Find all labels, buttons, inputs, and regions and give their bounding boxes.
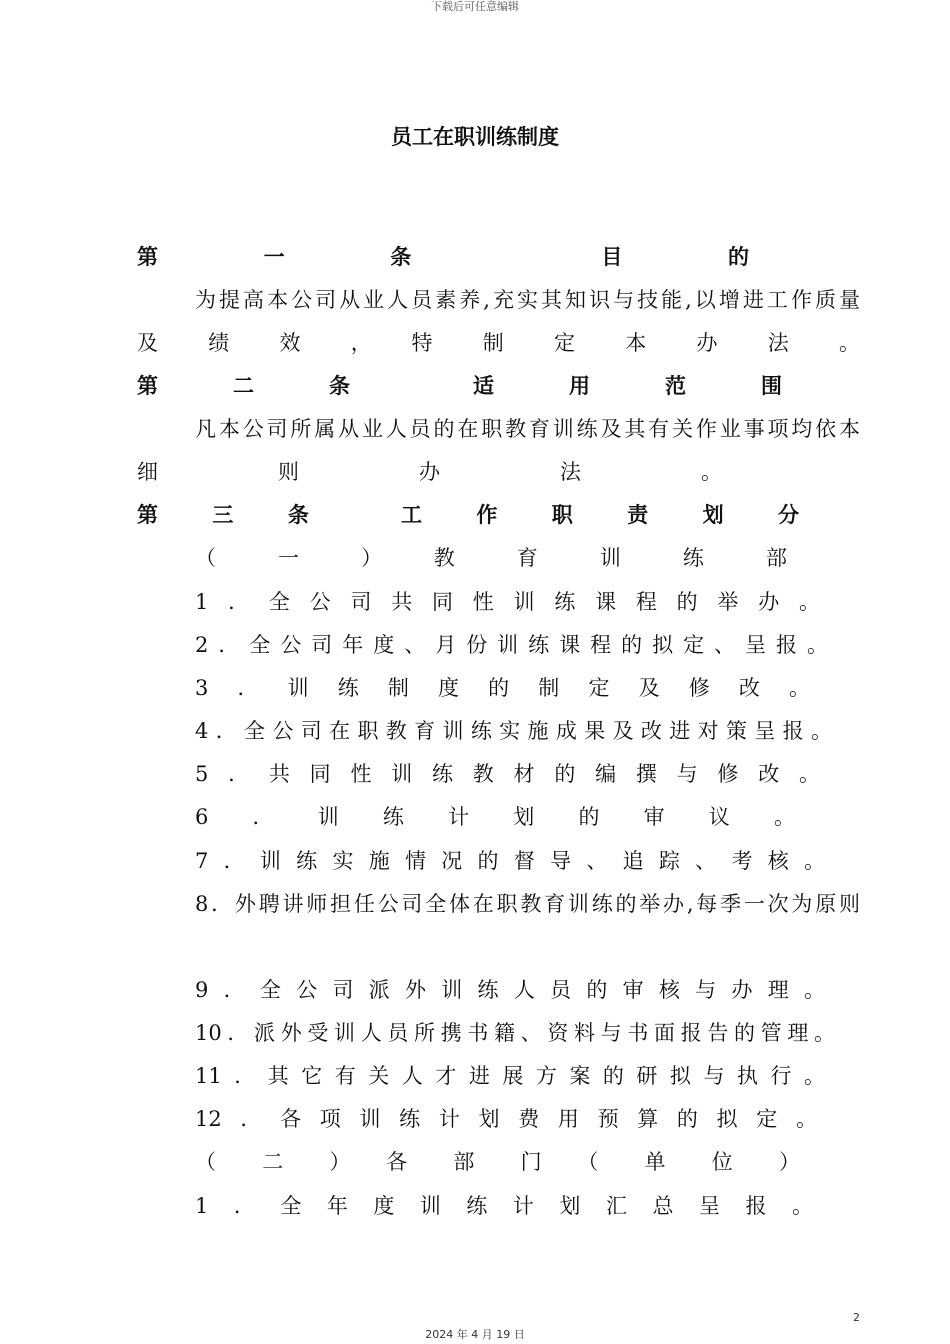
header-note: 下载后可任意编辑 xyxy=(431,0,519,13)
list-item-10: 10．派外受训人员所携书籍、资料与书面报告的管理。 xyxy=(195,1021,835,1045)
section-2-list-item-1: 1．全年度训练计划汇总呈报。 xyxy=(195,1194,813,1218)
list-item-11: 11．其它有关人才进展方案的研拟与执行。 xyxy=(195,1064,825,1088)
document-title: 员工在职训练制度 xyxy=(391,125,559,149)
article-2-text-line-1: 凡本公司所属从业人员的在职教育训练及其有关作业事项均依本 xyxy=(195,417,860,441)
list-item-1: 1．全公司共同性训练课程的举办。 xyxy=(195,590,820,614)
section-2-heading: （ 二 ） 各 部 门 （ 单 位 ） xyxy=(195,1150,800,1174)
article-1-text-line-2: 及 绩 效 ， 特 制 定 本 办 法 。 xyxy=(137,331,860,355)
article-2-heading: 第 二 条 适 用 范 围 xyxy=(137,374,782,398)
page-number: 2 xyxy=(853,1311,860,1324)
list-item-12: 12．各项训练计划费用预算的拟定。 xyxy=(195,1107,817,1131)
article-2-text-line-2: 细 则 办 法 。 xyxy=(137,460,722,484)
list-item-3: 3．训练制度的制定及修改。 xyxy=(195,676,810,700)
list-item-4: 4．全公司在职教育训练实施成果及改进对策呈报。 xyxy=(195,719,832,743)
list-item-2: 2．全公司年度、月份训练课程的拟定、呈报。 xyxy=(195,633,828,657)
article-1-text-line-1: 为提高本公司从业人员素养,充实其知识与技能,以增进工作质量 xyxy=(195,288,860,312)
list-item-7: 7．训练实施情况的督导、追踪、考核。 xyxy=(195,849,825,873)
list-item-9: 9．全公司派外训练人员的审核与办理。 xyxy=(195,978,825,1002)
list-item-5: 5．共同性训练教材的编撰与修改。 xyxy=(195,762,820,786)
list-item-6: 6．训练计划的审议。 xyxy=(195,805,795,829)
list-item-8: 8．外聘讲师担任公司全体在职教育训练的举办,每季一次为原则 xyxy=(195,892,860,916)
article-3-heading: 第 三 条 工 作 职 责 划 分 xyxy=(137,503,799,527)
footer-date: 2024 年 4 月 19 日 xyxy=(425,1328,525,1341)
article-1-heading: 第 一 条 目 的 xyxy=(137,245,749,269)
section-1-heading: （ 一 ） 教 育 训 练 部 xyxy=(195,546,787,570)
